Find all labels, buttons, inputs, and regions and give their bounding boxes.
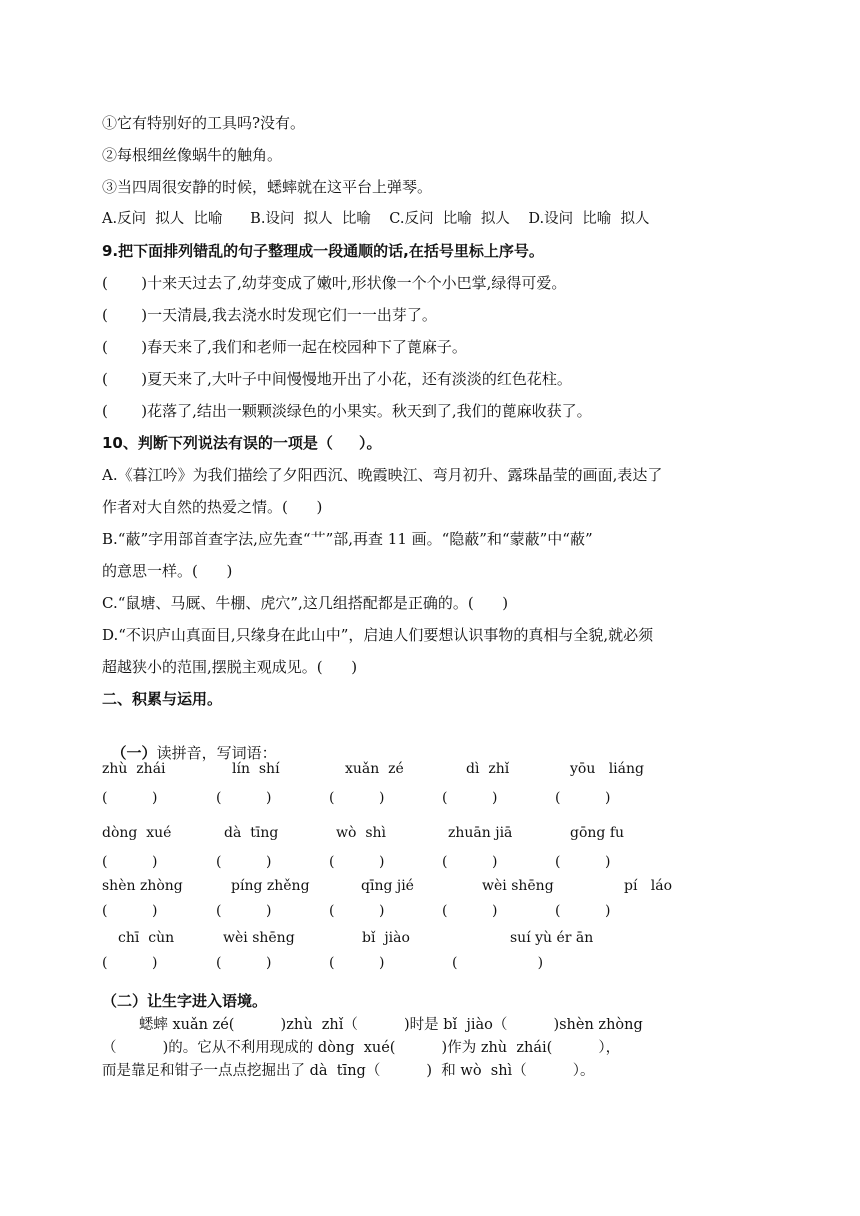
q10-option-d-line2: 超越狭小的范围,摆脱主观成见。( ) bbox=[102, 658, 358, 676]
answer-box[interactable]: ( ) bbox=[216, 790, 272, 806]
q9-title: 9.把下面排列错乱的句子整理成一段通顺的话,在括号里标上序号。 bbox=[102, 242, 544, 260]
answer-box[interactable]: ( ) bbox=[102, 790, 158, 806]
context-paragraph-line3: 而是靠足和钳子一点点挖掘出了 dà tīng（ ) 和 wò shì（ ）。 bbox=[102, 1063, 595, 1079]
answer-box[interactable]: ( ) bbox=[555, 903, 611, 919]
sentence-3: ③当四周很安静的时候，蟋蟀就在这平台上弹琴。 bbox=[102, 178, 433, 196]
pinyin-3-2: píng zhěng bbox=[231, 878, 310, 894]
answer-box[interactable]: ( ) bbox=[442, 854, 498, 870]
pinyin-4-4: suí yù ér ān bbox=[510, 930, 594, 946]
answer-box[interactable]: ( ) bbox=[555, 854, 611, 870]
pinyin-2-2: dà tīng bbox=[224, 825, 279, 841]
answer-box[interactable]: ( ) bbox=[442, 790, 498, 806]
answer-box[interactable]: ( ) bbox=[216, 854, 272, 870]
answer-box[interactable]: ( ) bbox=[555, 790, 611, 806]
pinyin-3-3: qīng jié bbox=[361, 878, 414, 894]
q9-item-2: ( )一天清晨,我去浇水时发现它们一一出芽了。 bbox=[102, 306, 437, 324]
q10-option-a-line2: 作者对大自然的热爱之情。( ) bbox=[102, 498, 323, 516]
sentence-1: ①它有特别好的工具吗?没有。 bbox=[102, 114, 306, 132]
sentence-2: ②每根细丝像蜗牛的触角。 bbox=[102, 146, 283, 164]
pinyin-1-1: zhù zhái bbox=[102, 761, 166, 777]
pinyin-1-2: lín shí bbox=[232, 761, 280, 777]
context-paragraph-line1: 蟋蟀 xuǎn zé( )zhù zhǐ（ )时是 bǐ jiào（ )shèn zhòng bbox=[102, 1017, 643, 1033]
context-paragraph-line2: （ )的。它从不利用现成的 dòng xué( )作为 zhù zhái( ）， bbox=[102, 1040, 621, 1056]
q9-item-1: ( )十来天过去了,幼芽变成了嫩叶,形状像一个个小巴掌,绿得可爱。 bbox=[102, 274, 567, 292]
pinyin-3-1: shèn zhòng bbox=[102, 878, 183, 894]
answer-box[interactable]: ( ) bbox=[102, 903, 158, 919]
subsection-1-text: 读拼音，写词语： bbox=[156, 744, 277, 762]
pinyin-1-4: dì zhǐ bbox=[466, 761, 510, 777]
pinyin-3-5: pí láo bbox=[624, 878, 673, 894]
answer-box[interactable]: ( ) bbox=[216, 955, 272, 971]
pinyin-4-1: chī cùn bbox=[118, 930, 175, 946]
subsection-1-heading bbox=[102, 720, 277, 764]
answer-box[interactable]: ( ) bbox=[329, 854, 385, 870]
pinyin-2-3: wò shì bbox=[336, 825, 386, 841]
pinyin-4-3: bǐ jiào bbox=[362, 930, 410, 946]
answer-box[interactable]: ( ) bbox=[216, 903, 272, 919]
pinyin-2-5: gōng fu bbox=[570, 825, 625, 841]
q10-option-d-line1: D.“不识庐山真面目,只缘身在此山中”，启迪人们要想认识事物的真相与全貌,就必须 bbox=[102, 626, 654, 644]
answer-box[interactable]: ( ) bbox=[329, 903, 385, 919]
q9-item-5: ( )花落了,结出一颗颗淡绿色的小果实。秋天到了,我们的蓖麻收获了。 bbox=[102, 402, 592, 420]
q10-option-c: C.“鼠塘、马厩、牛棚、虎穴”,这几组搭配都是正确的。( ) bbox=[102, 594, 509, 612]
q10-option-a-line1: A.《暮江吟》为我们描绘了夕阳西沉、晚霞映江、弯月初升、露珠晶莹的画面,表达了 bbox=[102, 466, 663, 484]
q10-option-b-line2: 的意思一样。( ) bbox=[102, 562, 233, 580]
pinyin-2-1: dòng xué bbox=[102, 825, 172, 841]
answer-box[interactable]: ( ) bbox=[329, 955, 385, 971]
section-2-title: 二、积累与运用。 bbox=[102, 690, 223, 708]
q10-title: 10、判断下列说法有误的一项是（ ）。 bbox=[102, 434, 382, 452]
pinyin-1-5: yōu liáng bbox=[570, 761, 644, 777]
pinyin-3-4: wèi shēng bbox=[482, 878, 554, 894]
pinyin-1-3: xuǎn zé bbox=[345, 761, 404, 777]
answer-box[interactable]: ( ) bbox=[102, 955, 158, 971]
subsection-1-label: （一） bbox=[111, 744, 157, 762]
answer-box[interactable]: ( ) bbox=[442, 903, 498, 919]
pinyin-4-2: wèi shēng bbox=[223, 930, 295, 946]
answer-box-long[interactable]: ( ) bbox=[452, 955, 544, 971]
q9-item-4: ( )夏天来了,大叶子中间慢慢地开出了小花，还有淡淡的红色花柱。 bbox=[102, 370, 572, 388]
answer-box[interactable]: ( ) bbox=[102, 854, 158, 870]
q8-options: A.反问 拟人 比喻 B.设问 拟人 比喻 C.反问 比喻 拟人 D.设问 比喻 拟人 bbox=[102, 211, 650, 227]
pinyin-2-4: zhuān jiā bbox=[448, 825, 513, 841]
answer-box[interactable]: ( ) bbox=[329, 790, 385, 806]
subsection-2-title: （二）让生字进入语境。 bbox=[102, 992, 268, 1010]
q10-option-b-line1: B.“蔽”字用部首查字法,应先查“艹”部,再查 11 画。“隐蔽”和“蒙蔽”中“蔽” bbox=[102, 530, 593, 548]
q9-item-3: ( )春天来了,我们和老师一起在校园种下了蓖麻子。 bbox=[102, 338, 467, 356]
